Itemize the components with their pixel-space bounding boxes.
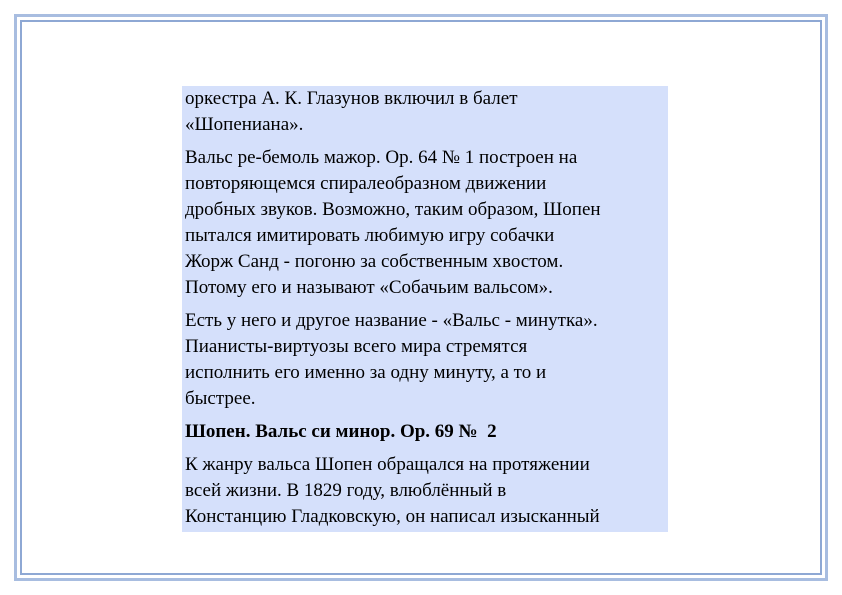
text-box xyxy=(182,86,668,532)
paragraph-waltz-genre: К жанру вальса Шопен обращался на протяжении всей жизни. В 1829 году, влюблённый в Констанцию Гладковскую, он написал изысканный xyxy=(185,454,600,527)
paragraph-minute-waltz: Есть у него и другое название - «Вальс - минутка». Пианисты-виртуозы всего мира стремятся исполнить его именно за одну минуту, а то и быстрее. xyxy=(185,310,598,409)
paragraph-glazunov: оркестра А. К. Глазунов включил в балет «Шопениана». xyxy=(185,88,518,135)
paragraph-waltz-d-flat: Вальс ре-бемоль мажор. Ор. 64 № 1 построен на повторяющемся спиралеобразном движении дробных звуков. Возможно, таким образом, Шопен пытался имитировать любимую игру собачки Жорж Санд - погоню за собственным хвостом. Потому его и называют «Собачьим вальсом». xyxy=(185,147,601,298)
heading-waltz-b-minor: Шопен. Вальс си минор. Ор. 69 № 2 xyxy=(185,421,497,442)
